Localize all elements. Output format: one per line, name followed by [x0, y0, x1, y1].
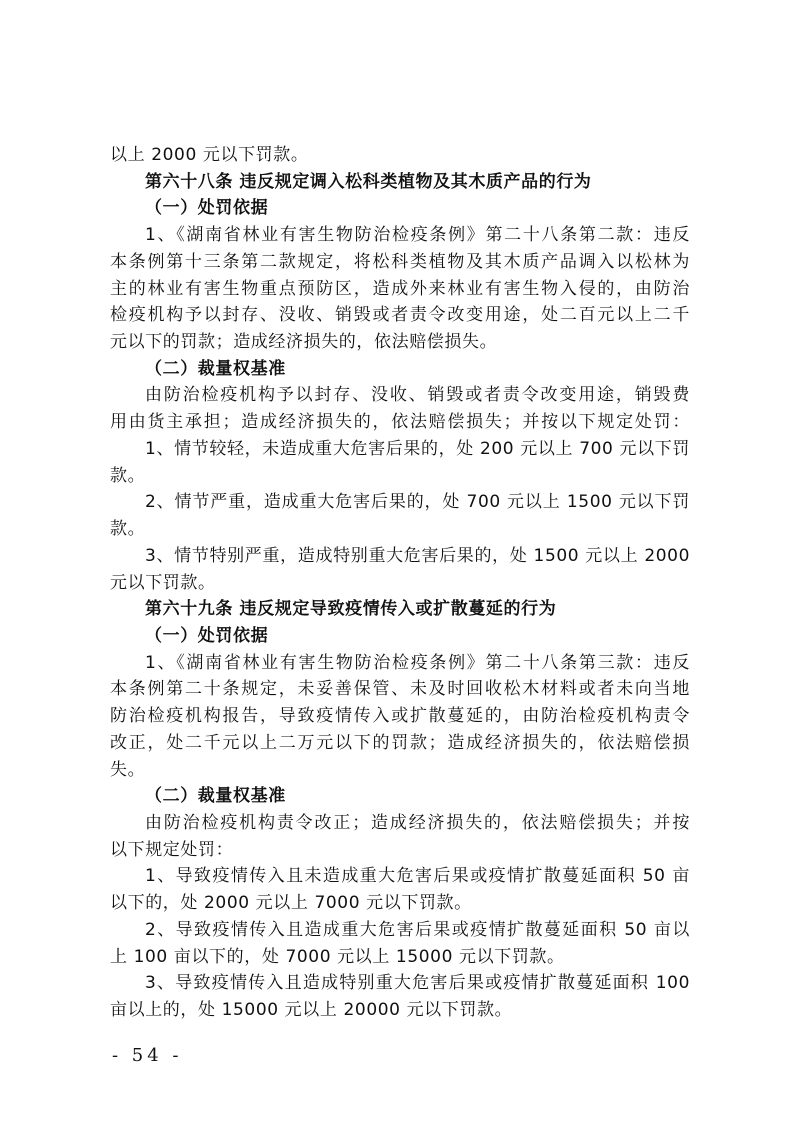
article-68-basis-line-3: 主的林业有害生物重点预防区，造成外来林业有害生物入侵的，由防治: [110, 279, 690, 299]
article-69-basis-line-5: 失。: [110, 760, 146, 780]
article-69-section-1-heading: （一）处罚依据: [145, 626, 269, 646]
article-68-standard-item-1: 1、情节较轻，未造成重大危害后果的，处 200 元以上 700 元以下罚: [145, 439, 690, 459]
article-68-standard-item-2-cont: 款。: [110, 519, 146, 539]
article-69-standard-item-2: 2、导致疫情传入且造成重大危害后果或疫情扩散蔓延面积 50 亩以: [145, 920, 690, 940]
article-69-standard-item-2-cont: 上 100 亩以下的，处 7000 元以上 15000 元以下罚款。: [110, 947, 565, 967]
article-68-section-1-heading: （一）处罚依据: [145, 198, 269, 218]
article-69-heading: 第六十九条 违反规定导致疫情传入或扩散蔓延的行为: [145, 599, 557, 619]
article-68-standard-item-2: 2、情节严重，造成重大危害后果的，处 700 元以上 1500 元以下罚: [145, 492, 690, 512]
article-68-standard-item-3: 3、情节特别严重，造成特别重大危害后果的，处 1500 元以上 2000: [145, 546, 690, 566]
article-69-basis-line-3: 防治检疫机构报告，导致疫情传入或扩散蔓延的，由防治检疫机构责令: [110, 706, 690, 726]
article-68-basis-line-2: 本条例第十三条第二款规定，将松科类植物及其木质产品调入以松林为: [110, 252, 690, 272]
article-69-standard-item-3: 3、导致疫情传入且造成特别重大危害后果或疫情扩散蔓延面积 100: [145, 973, 690, 993]
article-69-basis-line-4: 改正，处二千元以上二万元以下的罚款；造成经济损失的，依法赔偿损: [110, 733, 690, 753]
article-68-standard-item-1-cont: 款。: [110, 466, 146, 486]
article-68-standard-line-1: 由防治检疫机构予以封存、没收、销毁或者责令改变用途，销毁费: [145, 385, 690, 405]
article-69-standard-item-1: 1、导致疫情传入且未造成重大危害后果或疫情扩散蔓延面积 50 亩: [145, 866, 690, 886]
article-69-standard-line-1: 由防治检疫机构责令改正；造成经济损失的，依法赔偿损失；并按: [145, 813, 690, 833]
article-69-basis-line-2: 本条例第二十条规定，未妥善保管、未及时回收松木材料或者未向当地: [110, 679, 690, 699]
text-line-1: 以上 2000 元以下罚款。: [110, 145, 309, 165]
article-68-basis-line-1: 1、《湖南省林业有害生物防治检疫条例》第二十八条第二款：违反: [145, 225, 690, 245]
article-69-standard-item-1-cont: 以下的，处 2000 元以上 7000 元以下罚款。: [110, 893, 472, 913]
article-68-basis-line-5: 元以下的罚款；造成经济损失的，依法赔偿损失。: [110, 332, 498, 352]
article-68-basis-line-4: 检疫机构予以封存、没收、销毁或者责令改变用途，处二百元以上二千: [110, 305, 690, 325]
article-68-heading: 第六十八条 违反规定调入松科类植物及其木质产品的行为: [145, 172, 592, 192]
article-68-section-2-heading: （二）裁量权基准: [145, 359, 286, 379]
article-69-basis-line-1: 1、《湖南省林业有害生物防治检疫条例》第二十八条第三款：违反: [145, 653, 690, 673]
page-number: - 54 -: [112, 1045, 183, 1066]
article-69-section-2-heading: （二）裁量权基准: [145, 786, 286, 806]
article-68-standard-item-3-cont: 元以下罚款。: [110, 573, 216, 593]
article-69-standard-item-3-cont: 亩以上的，处 15000 元以上 20000 元以下罚款。: [110, 1000, 513, 1020]
article-68-standard-line-2: 用由货主承担；造成经济损失的，依法赔偿损失；并按以下规定处罚：: [110, 412, 690, 432]
article-69-standard-line-2: 以下规定处罚：: [110, 840, 234, 860]
